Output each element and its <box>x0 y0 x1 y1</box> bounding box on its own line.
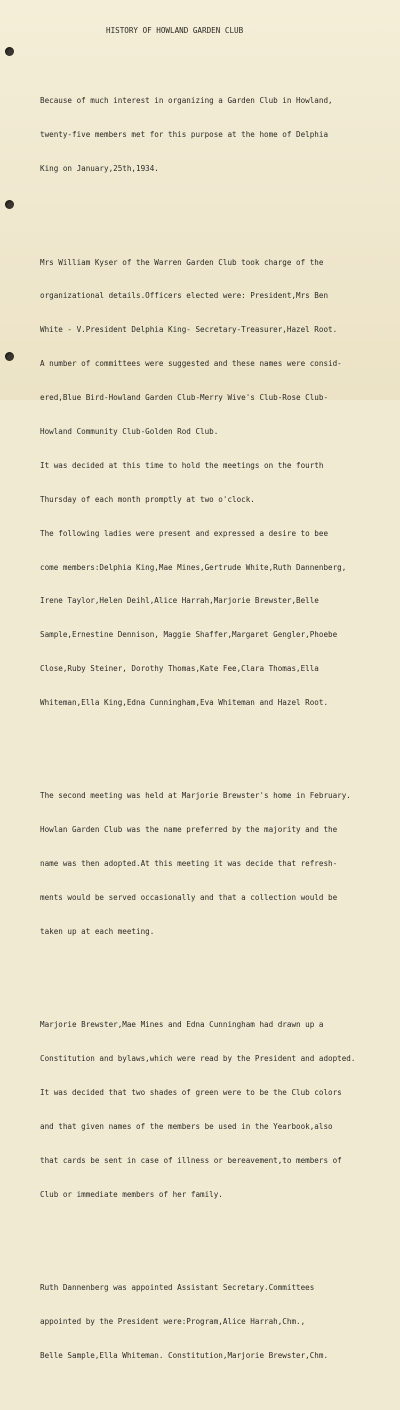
text-line: Constitution and bylaws,which were read by the President and adopted. <box>40 1054 356 1064</box>
binder-hole <box>5 352 14 361</box>
paragraph-founding <box>40 73 396 197</box>
text-line: A number of committees were suggested and these names were consid- <box>40 359 342 369</box>
text-line: Thursday of each month promptly at two o'clock. <box>40 494 255 504</box>
typewritten-text <box>40 2 396 1410</box>
text-line: taken up at each meeting. <box>40 927 155 937</box>
text-line: The following ladies were present and expressed a desire to bee <box>40 528 329 538</box>
text-line: Close,Ruby Steiner, Dorothy Thomas,Kate Fee,Clara Thomas,Ella <box>40 664 319 674</box>
text-line: ments would be served occasionally and that a collection would be <box>40 893 338 903</box>
text-line: Belle Sample,Ella Whiteman. Constitution,Marjorie Brewster,Chm. <box>40 1351 329 1361</box>
text-line: It was decided that two shades of green were to be the Club colors <box>40 1088 342 1098</box>
paragraph-second-meeting <box>40 768 396 960</box>
text-line: Irene Taylor,Helen Deihl,Alice Harrah,Marjorie Brewster,Belle <box>40 596 319 606</box>
paragraph-committees <box>40 1260 396 1384</box>
text-line: The second meeting was held at Marjorie Brewster's home in February. <box>40 791 351 801</box>
text-line: Because of much interest in organizing a Garden Club in Howland, <box>40 96 333 106</box>
text-line: Mrs William Kyser of the Warren Garden Club took charge of the <box>40 257 324 267</box>
text-line: It was decided at this time to hold the meetings on the fourth <box>40 460 324 470</box>
document-title: HISTORY OF HOWLAND GARDEN CLUB <box>106 25 244 35</box>
text-line: appointed by the President were:Program,Alice Harrah,Chm., <box>40 1317 306 1327</box>
binder-hole <box>5 200 14 209</box>
text-line: Howland Community Club-Golden Rod Club. <box>40 426 219 436</box>
text-line: come members:Delphia King,Mae Mines,Gertrude White,Ruth Dannenberg, <box>40 562 347 572</box>
text-line: Sample,Ernestine Dennison, Maggie Shaffer,Margaret Gengler,Phoebe <box>40 630 338 640</box>
text-line: Whiteman,Ella King,Edna Cunningham,Eva Whiteman and Hazel Root. <box>40 698 329 708</box>
text-line: organizational details.Officers elected were: President,Mrs Ben <box>40 291 329 301</box>
text-line: name was then adopted.At this meeting it was decide that refresh- <box>40 859 338 869</box>
text-line: White - V.President Delphia King- Secretary-Treasurer,Hazel Root. <box>40 325 338 335</box>
text-line: Marjorie Brewster,Mae Mines and Edna Cunningham had drawn up a <box>40 1020 324 1030</box>
binder-hole <box>5 47 14 56</box>
text-line: Howlan Garden Club was the name preferred by the majority and the <box>40 825 338 835</box>
text-line: twenty-five members met for this purpose at the home of Delphia <box>40 130 329 140</box>
text-line: that cards be sent in case of illness or bereavement,to members of <box>40 1155 342 1165</box>
text-line: and that given names of the members be used in the Yearbook,also <box>40 1122 333 1132</box>
paragraph-organization <box>40 234 396 731</box>
text-line: ered,Blue Bird-Howland Garden Club-Merry Wive's Club-Rose Club- <box>40 393 329 403</box>
text-line: King on January,25th,1934. <box>40 164 159 174</box>
text-line: Club or immediate members of her family. <box>40 1189 223 1199</box>
text-line: Ruth Dannenberg was appointed Assistant Secretary.Committees <box>40 1283 315 1293</box>
paragraph-constitution <box>40 997 396 1223</box>
